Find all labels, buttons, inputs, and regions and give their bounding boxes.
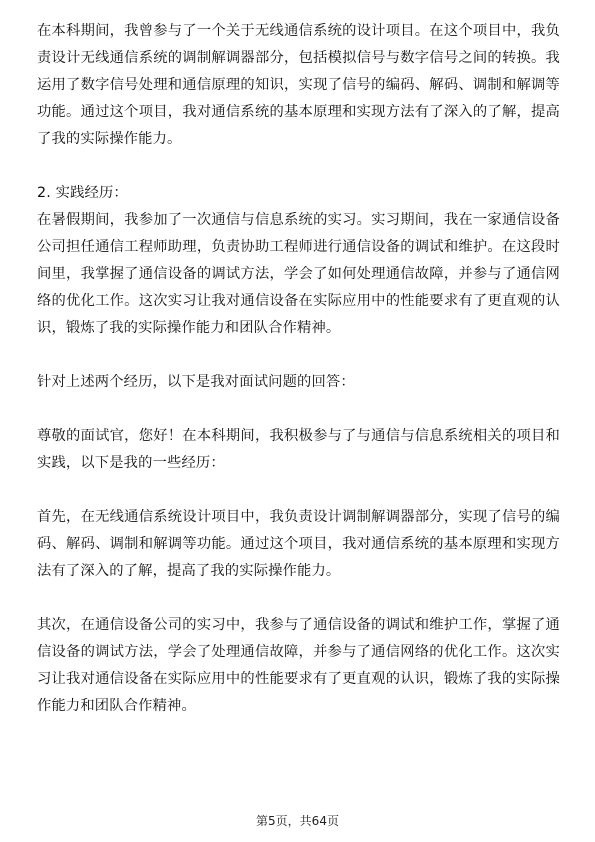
paragraph-spacer: [37, 585, 560, 612]
paragraph-spacer: [37, 153, 560, 180]
paragraph-greeting: 尊敬的面试官，您好！在本科期间，我积极参与了与通信与信息系统相关的项目和实践，以下是我的一些经历：: [37, 428, 560, 471]
paragraph-internship-experience: 在暑假期间，我参加了一次通信与信息系统的实习。实习期间，我在一家通信设备公司担任通信工程师助理，负责协助工程师进行通信设备的调试和维护。在这段时间里，我掌握了通信设备的调试方法，学会了如何处理通信故障，并参与了通信网络的优化工作。这次实习让我对通信设备在实际应用中的性能要求有了更直观的认识，锻炼了我的实际操作能力和团队合作精神。: [37, 212, 560, 336]
document-body: [37, 18, 560, 720]
paragraph-second-point: 其次，在通信设备公司的实习中，我参与了通信设备的调试和维护工作，掌握了通信设备的调试方法，学会了处理通信故障，并参与了通信网络的优化工作。这次实习让我对通信设备在实际应用中的性能要求有了更直观的认识，锻炼了我的实际操作能力和团队合作精神。: [37, 617, 560, 714]
paragraph-project-experience: 在本科期间，我曾参与了一个关于无线通信系统的设计项目。在这个项目中，我负责设计无线通信系统的调制解调器部分，包括模拟信号与数字信号之间的转换。我运用了数字信号处理和通信原理的知识，实现了信号的编码、解码、调制和解调等功能。通过这个项目，我对通信系统的基本原理和实现方法有了深入的了解，提高了我的实际操作能力。: [37, 23, 560, 147]
paragraph-spacer: [37, 342, 560, 369]
paragraph-spacer: [37, 396, 560, 423]
page-number-footer: 第5页，共64页: [256, 814, 339, 828]
paragraph-answer-intro: 针对上述两个经历，以下是我对面试问题的回答：: [37, 374, 355, 390]
paragraph-first-point: 首先，在无线通信系统设计项目中，我负责设计调制解调器部分，实现了信号的编码、解码、调制和解调等功能。通过这个项目，我对通信系统的基本原理和实现方法有了深入的了解，提高了我的实际操作能力。: [37, 509, 560, 579]
paragraph-spacer: [37, 477, 560, 504]
section-heading-practice: 2. 实践经历：: [37, 185, 128, 201]
